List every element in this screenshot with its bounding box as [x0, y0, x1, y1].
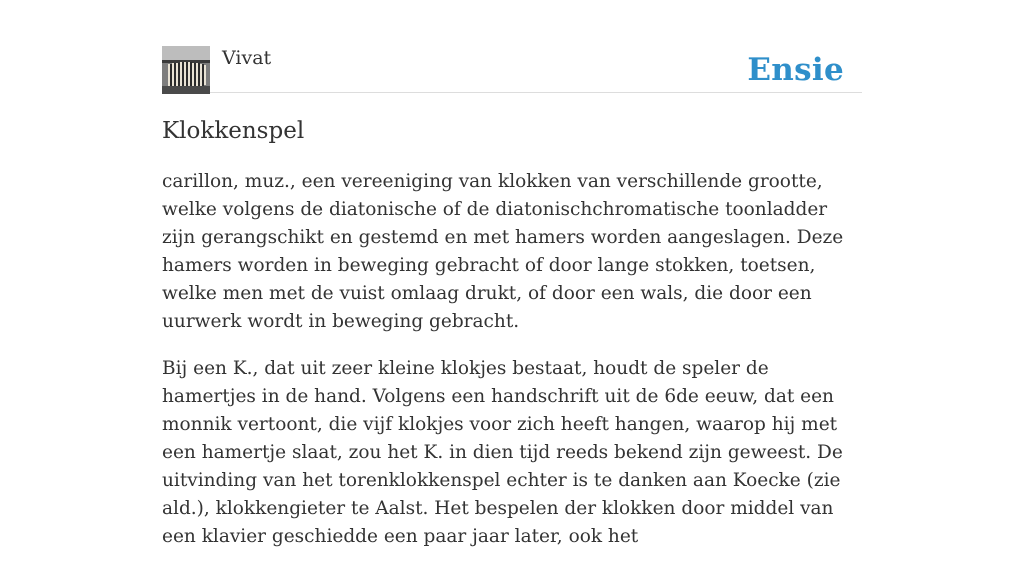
- article-title: Klokkenspel: [162, 118, 305, 144]
- article-body: [162, 168, 862, 570]
- organ-pipes-icon: [162, 46, 210, 94]
- author-avatar[interactable]: [162, 46, 210, 94]
- site-logo[interactable]: Ensie: [747, 52, 844, 88]
- article-paragraph: carillon, muz., een vereeniging van klokken van verschillende grootte, welke volgens de diatonische of de diatonischchromatische toonladder zijn gerangschikt en gestemd en met hamers worden aangeslagen. Deze hamers worden in beweging gebracht of door lange stokken, toetsen, welke men met de vuist omlaag drukt, of door een wals, die door een uurwerk wordt in beweging gebracht.: [162, 171, 844, 332]
- article-header: [162, 46, 862, 93]
- author-name[interactable]: Vivat: [222, 47, 272, 69]
- article-paragraph: Bij een K., dat uit zeer kleine klokjes bestaat, houdt de speler de hamertjes in de hand. Volgens een handschrift uit de 6de eeuw, dat een monnik vertoont, die vijf klokjes voor zich heeft hangen, waarop hij met een hamertje slaat, zou het K. in dien tijd reeds bekend zijn geweest. De uitvinding van het torenklokkenspel echter is te danken aan Koecke (zie ald.), klokkengieter te Aalst. Het bespelen der klokken door middel van een klavier geschiedde een paar jaar later, ook het: [162, 358, 843, 547]
